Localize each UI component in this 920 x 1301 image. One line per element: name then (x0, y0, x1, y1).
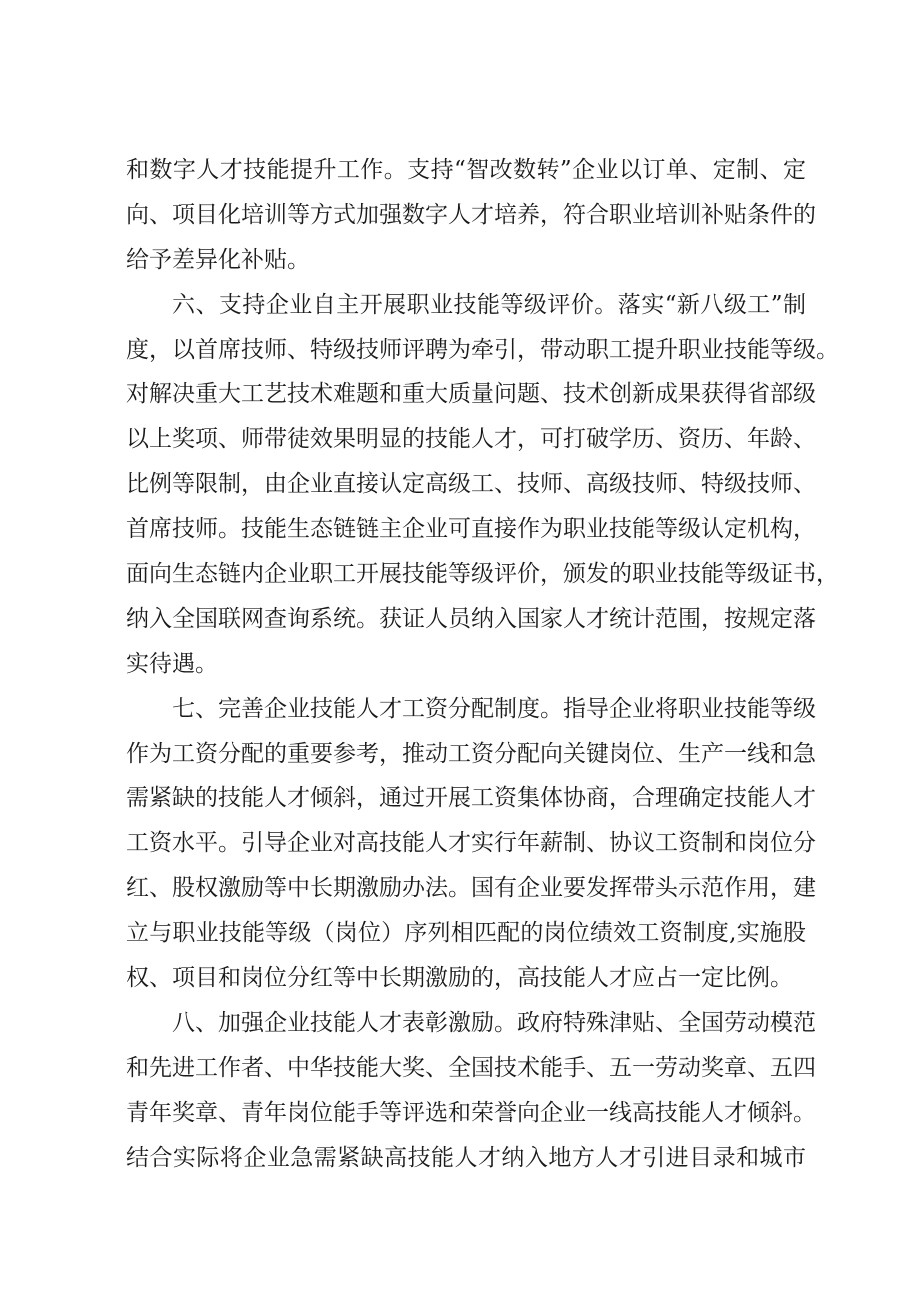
text-line: 向、项目化培训等方式加强数字人才培养，符合职业培训补贴条件的 (126, 201, 816, 228)
text-line: 结合实际将企业急需紧缺高技能人才纳入地方人才引进目录和城市 (126, 1144, 806, 1171)
text-line: 立与职业技能等级（岗位）序列相匹配的岗位绩效工资制度,实施股 (126, 920, 806, 947)
text-line: 工资水平。引导企业对高技能人才实行年薪制、协议工资制和岗位分 (126, 830, 816, 857)
text-line: 对解决重大工艺技术难题和重大质量问题、技术创新成果获得省部级 (126, 381, 816, 408)
text-line: 和数字人才技能提升工作。支持“智改数转”企业以订单、定制、定 (126, 157, 806, 183)
body-text (126, 148, 839, 1180)
text-line: 权、项目和岗位分红等中长期激励的，高技能人才应占一定比例。 (126, 965, 793, 992)
text-line: 面向生态链内企业职工开展技能等级评价，颁发的职业技能等级证书， (126, 561, 839, 588)
paragraph-heading-7: 七、完善企业技能人才工资分配制度。指导企业将职业技能等级 (172, 695, 816, 722)
text-line: 青年奖章、青年岗位能手等评选和荣誉向企业一线高技能人才倾斜。 (126, 1099, 816, 1126)
text-line: 红、股权激励等中长期激励办法。国有企业要发挥带头示范作用，建 (126, 875, 816, 902)
paragraph-heading-6: 六、支持企业自主开展职业技能等级评价。落实“新八级工”制 (172, 291, 806, 318)
text-line: 和先进工作者、中华技能大奖、全国技术能手、五一劳动奖章、五四 (126, 1054, 816, 1081)
text-line: 给予差异化补贴。 (126, 246, 310, 273)
text-line: 作为工资分配的重要参考，推动工资分配向关键岗位、生产一线和急 (126, 740, 816, 767)
text-line: 需紧缺的技能人才倾斜，通过开展工资集体协商，合理确定技能人才 (126, 785, 816, 812)
paragraph-heading-8: 八、加强企业技能人才表彰激励。政府特殊津贴、全国劳动模范 (172, 1009, 816, 1036)
text-line: 比例等限制，由企业直接认定高级工、技师、高级技师、特级技师、 (126, 471, 816, 498)
text-line: 纳入全国联网查询系统。获证人员纳入国家人才统计范围，按规定落 (126, 605, 816, 632)
text-line: 实待遇。 (126, 650, 218, 677)
text-line: 首席技师。技能生态链链主企业可直接作为职业技能等级认定机构， (126, 516, 816, 543)
text-line: 度，以首席技师、特级技师评聘为牵引，带动职工提升职业技能等级。 (126, 336, 839, 363)
text-line: 以上奖项、师带徒效果明显的技能人才，可打破学历、资历、年龄、 (126, 426, 816, 453)
